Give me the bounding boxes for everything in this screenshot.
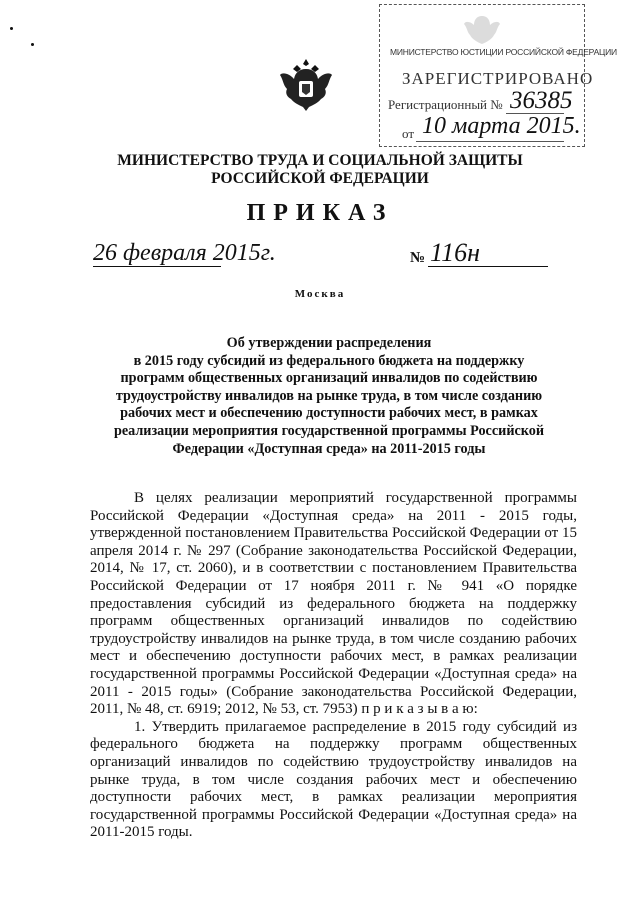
- stamp-eagle-icon: [462, 13, 502, 47]
- number-sign: №: [410, 250, 426, 266]
- stamp-ministry-text: МИНИСТЕРСТВО ЮСТИЦИИ РОССИЙСКОЙ ФЕДЕРАЦИИ: [390, 47, 617, 57]
- ministry-name: [0, 152, 640, 188]
- stamp-reg-number: 36385: [510, 87, 573, 114]
- title-line: трудоустройству инвалидов на рынке труда, в том числе созданию: [115, 387, 543, 404]
- title-line: программ общественных организаций инвалидов по содействию: [120, 370, 538, 387]
- stamp-reg-number-label: Регистрационный №: [388, 97, 503, 112]
- document-type: ПРИКАЗ: [246, 200, 394, 226]
- coat-of-arms-emblem: [277, 55, 335, 115]
- scan-speck: [10, 27, 13, 30]
- title-line: рабочих мест и обеспечению доступности рабочих мест, в рамках: [120, 405, 538, 422]
- order-number: 116н: [430, 238, 480, 267]
- order-title: [90, 335, 568, 458]
- registration-stamp: [379, 4, 617, 147]
- ministry-line: МИНИСТЕРСТВО ТРУДА И СОЦИАЛЬНОЙ ЗАЩИТЫ: [117, 152, 523, 169]
- title-line: Об утверждении распределения: [226, 335, 432, 351]
- stamp-date-value: 10 марта 2015.: [422, 113, 581, 139]
- date-underline: [93, 266, 221, 267]
- number-underline: [428, 266, 548, 267]
- clause-1-paragraph: 1. Утвердить прилагаемое распределение в 2015 году субсидий из федерального бюджета на поддержку программ общественных организаций инвалидов по содействию трудоустройству инвалидов на рынке труда, в том числе создания рабочих мест и обеспечению доступности рабочих мест, в рамках реализации мероприятия государственной программы Российской Федерации «Доступная среда» на 2011-2015 годы.: [90, 718, 577, 841]
- scan-speck: [31, 43, 34, 46]
- title-line: в 2015 году субсидий из федерального бюджета на поддержку: [133, 352, 525, 369]
- stamp-date-label: от: [402, 126, 415, 141]
- ministry-line: РОССИЙСКОЙ ФЕДЕРАЦИИ: [211, 170, 429, 187]
- stamp-registered-text: ЗАРЕГИСТРИРОВАНО: [402, 69, 594, 88]
- title-line: Федерации «Доступная среда» на 2011-2015 годы: [172, 440, 486, 457]
- order-body: [90, 490, 577, 842]
- city-name: Москва: [294, 288, 346, 300]
- stamp-date-underline: [416, 141, 564, 142]
- title-line: реализации мероприятия государственной программы Российской: [113, 422, 545, 439]
- order-date: 26 февраля 2015г.: [93, 240, 276, 266]
- preamble-paragraph: В целях реализации мероприятий государственной программы Российской Федерации «Доступная среда» на 2011 - 2015 годы, утвержденной постановлением Правительства Российской Федерации от 15 апреля 2014 г. № 297 (Собрание законодательства Российской Федерации, 2014, № 17, ст. 2060), и в соответствии с постановлением Правительства Российской Федерации от 17 ноября 2011 г. № 941 «О порядке предоставления субсидий из федерального бюджета на поддержку программ общественных организаций инвалидов по содействию трудоустройству инвалидов на рынке труда, в том числе созданию рабочих мест и обеспечению доступности рабочих мест, в рамках реализации государственной программы Российской Федерации «Доступная среда» на 2011 - 2015 годы» (Собрание законодательства Российской Федерации, 2011, № 48, ст. 6919; 2012, № 53, ст. 7953) п р и к а з ы в а ю:: [90, 490, 577, 718]
